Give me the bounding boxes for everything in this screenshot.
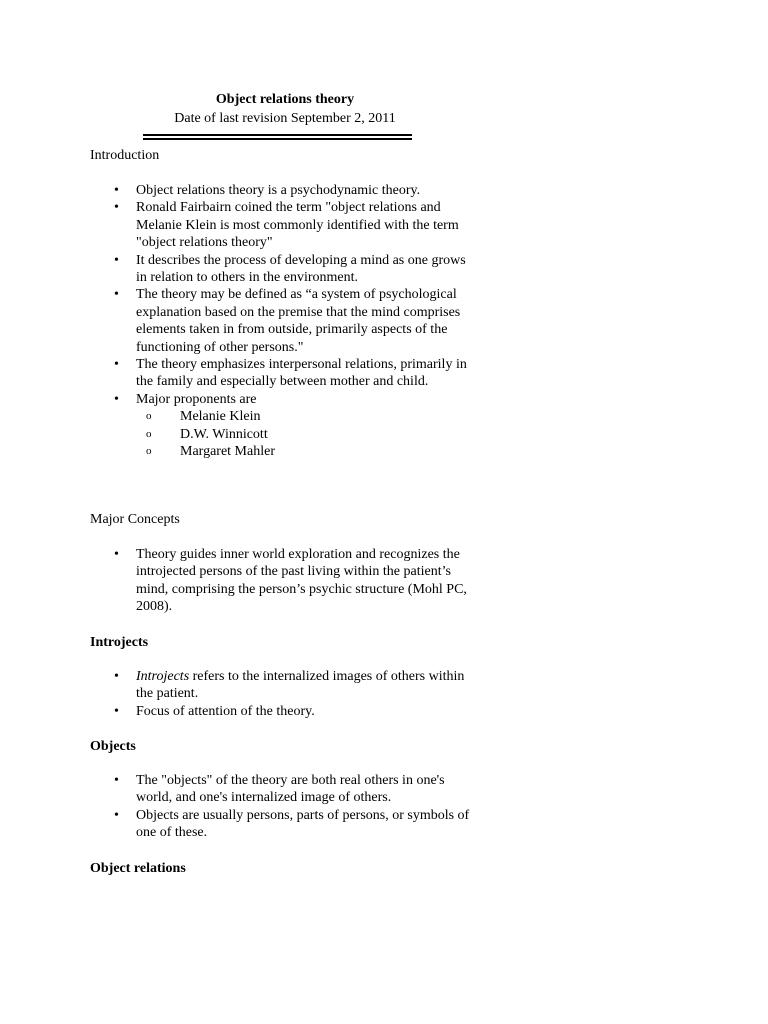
bullet-icon: •: [114, 547, 119, 562]
sub-bullet-icon: o: [146, 445, 152, 458]
list-item: • Objects are usually persons, parts of persons, or symbols of one of these.: [114, 807, 470, 841]
bullet-icon: •: [114, 807, 119, 823]
major-concepts-list: [90, 546, 470, 616]
proponents-sublist: [136, 408, 470, 460]
introjects-list: [90, 668, 470, 720]
list-item: • Major proponents are o Melanie Klein o D.W. Winnicott o Margaret Mahler: [90, 391, 470, 461]
bullet-icon: •: [114, 287, 119, 303]
sub-list-item: o D.W. Winnicott: [146, 426, 268, 442]
heading-objects: Objects: [90, 739, 136, 754]
bullet-icon: •: [114, 703, 119, 719]
bullet-icon: •: [114, 200, 119, 216]
objects-list: [90, 772, 470, 842]
sub-list-item: o Margaret Mahler: [146, 444, 275, 460]
bullet-icon: •: [114, 669, 119, 684]
list-item: • Ronald Fairbairn coined the term "object relations and Melanie Klein is most commonly identified with the term "object relations theory": [114, 200, 459, 251]
list-item: • It describes the process of developing a mind as one grows in relation to others in the environment.: [114, 252, 466, 286]
introduction-list: [90, 182, 470, 461]
sub-bullet-icon: o: [146, 427, 152, 440]
list-item: • Focus of attention of the theory.: [114, 703, 315, 719]
heading-introduction: Introduction: [90, 148, 160, 163]
bullet-icon: •: [114, 391, 119, 407]
list-item: • The theory may be defined as “a system of psychological explanation based on the premise that the mind comprises elements taken in from outside, primarily aspects of the functioning of other persons.": [114, 287, 461, 355]
list-item: • Theory guides inner world exploration and recognizes the introjected persons of the past living within the patient’s mind, comprising the person’s psychic structure (Mohl PC, 2008).: [114, 547, 467, 615]
list-item: • The "objects" of the theory are both real others in one's world, and one's internalized image of others.: [114, 773, 445, 806]
bullet-icon: •: [114, 252, 119, 268]
bullet-icon: •: [114, 773, 119, 788]
list-item: • Object relations theory is a psychodynamic theory.: [114, 183, 421, 198]
introjects-term: Introjects: [136, 669, 190, 684]
list-item: • The theory emphasizes interpersonal relations, primarily in the family and especially between mother and child.: [114, 357, 467, 390]
title-double-rule: [143, 134, 412, 140]
revision-date: Date of last revision September 2, 2011: [174, 111, 396, 126]
document-title: Object relations theory: [215, 92, 355, 107]
sub-bullet-icon: o: [146, 410, 152, 423]
heading-introjects: Introjects: [90, 635, 149, 650]
bullet-icon: •: [114, 357, 119, 373]
sub-list-item: o Melanie Klein: [146, 409, 261, 425]
heading-object-relations: Object relations: [90, 861, 186, 876]
list-item: • Introjects refers to the internalized images of others within the patient.: [114, 669, 465, 702]
bullet-icon: •: [114, 183, 119, 198]
heading-major-concepts: Major Concepts: [90, 512, 180, 527]
